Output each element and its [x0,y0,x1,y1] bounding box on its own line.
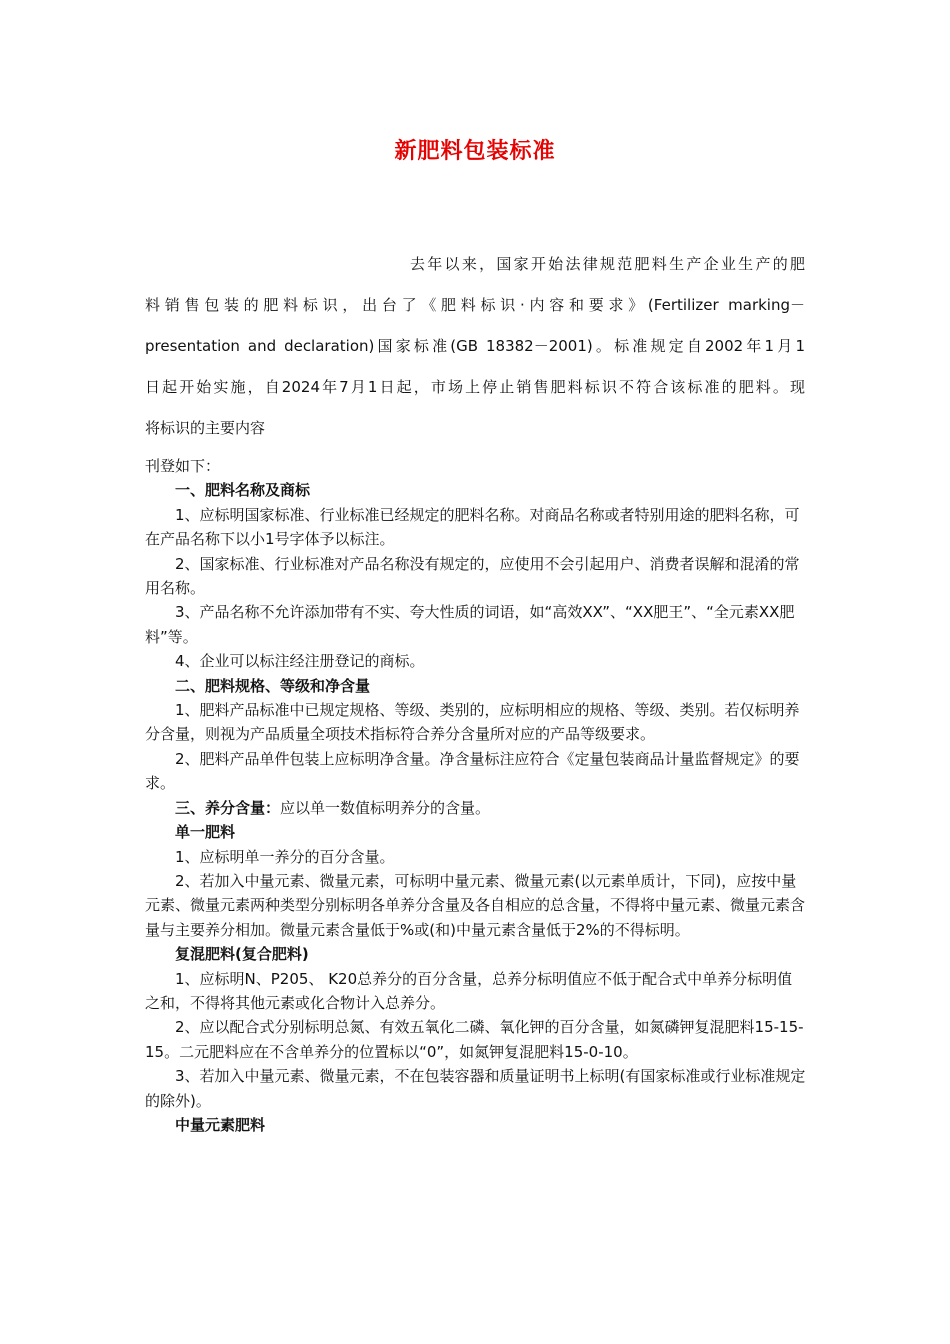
subheading-medium-element-fertilizer: 中量元素肥料 [175,1115,266,1134]
paragraph: 2、肥料产品单件包装上应标明净含量。净含量标注应符合《定量包装商品计量监督规定》的要求。 [145,749,800,793]
paragraph: 3、产品名称不允许添加带有不实、夸大性质的词语，如“高效XX”、“XX肥王”、“全元素XX肥料”等。 [145,603,795,646]
paragraph: 1、肥料产品标准中已规定规格、等级、类别的，应标明相应的规格、等级、类别。若仅标明养分含量，则视为产品质量全项技术指标符合养分含量所对应的产品等级要求。 [145,701,800,744]
subheading-compound-fertilizer: 复混肥料(复合肥料) [175,945,309,964]
intro-line: 将标识的主要内容 [145,419,266,437]
paragraph: 4、企业可以标注经注册登记的商标。 [175,652,425,671]
paragraph: 2、应以配合式分别标明总氮、有效五氧化二磷、氧化钾的百分含量，如氮磷钾复混肥料15-15-15。二元肥料应在不含单养分的位置标以“0”，如氮钾复混肥料15-0-10。 [145,1018,804,1061]
section-heading-3-text: 应以单一数值标明养分的含量。 [280,798,491,817]
intro-line: presentation and declaration)国家标准(GB 18382－2001)。标准规定自2002年1月1 [145,337,805,355]
document-title: 新肥料包装标准 [394,139,556,164]
paragraph: 1、应标明N、P205、 K20总养分的百分含量，总养分标明值应不低于配合式中单养分标明值之和，不得将其他元素或化合物计入总养分。 [145,969,793,1012]
paragraph: 1、应标明单一养分的百分含量。 [175,847,395,866]
paragraph: 2、若加入中量元素、微量元素，可标明中量元素、微量元素(以元素单质计，下同)，应按中量元素、微量元素两种类型分别标明各单养分含量及各自相应的总含量，不得将中量元素、微量元素含量与主要养分相加。微量元素含量低于%或(和)中量元素含量低于2%的不得标明。 [145,871,806,939]
section-heading-2: 二、肥料规格、等级和净含量 [175,676,371,695]
paragraph: 刊登如下： [145,457,221,475]
section-heading-1: 一、肥料名称及商标 [175,481,311,500]
section-heading-3 [145,796,807,820]
document-body [145,454,807,1137]
paragraph: 1、应标明国家标准、行业标准已经规定的肥料名称。对商品名称或者特别用途的肥料名称，可在产品名称下以小1号字体予以标注。 [145,505,800,549]
intro-line: 料销售包装的肥料标识，出台了《肥料标识·内容和要求》(Fertilizer marking－ [145,296,805,314]
paragraph: 3、若加入中量元素、微量元素，不在包装容器和质量证明书上标明(有国家标准或行业标准规定的除外)。 [145,1067,806,1110]
intro-line: 去年以来，国家开始法律规范肥料生产企业生产的肥 [410,255,805,273]
intro-line: 日起开始实施，自2024年7月1日起，市场上停止销售肥料标识不符合该标准的肥料。现 [145,378,805,396]
section-heading-3-label: 三、养分含量： [175,798,281,817]
intro-paragraph [145,244,805,449]
paragraph: 2、国家标准、行业标准对产品名称没有规定的，应使用不会引起用户、消费者误解和混淆的常用名称。 [145,554,800,598]
subheading-single-fertilizer: 单一肥料 [175,823,236,842]
